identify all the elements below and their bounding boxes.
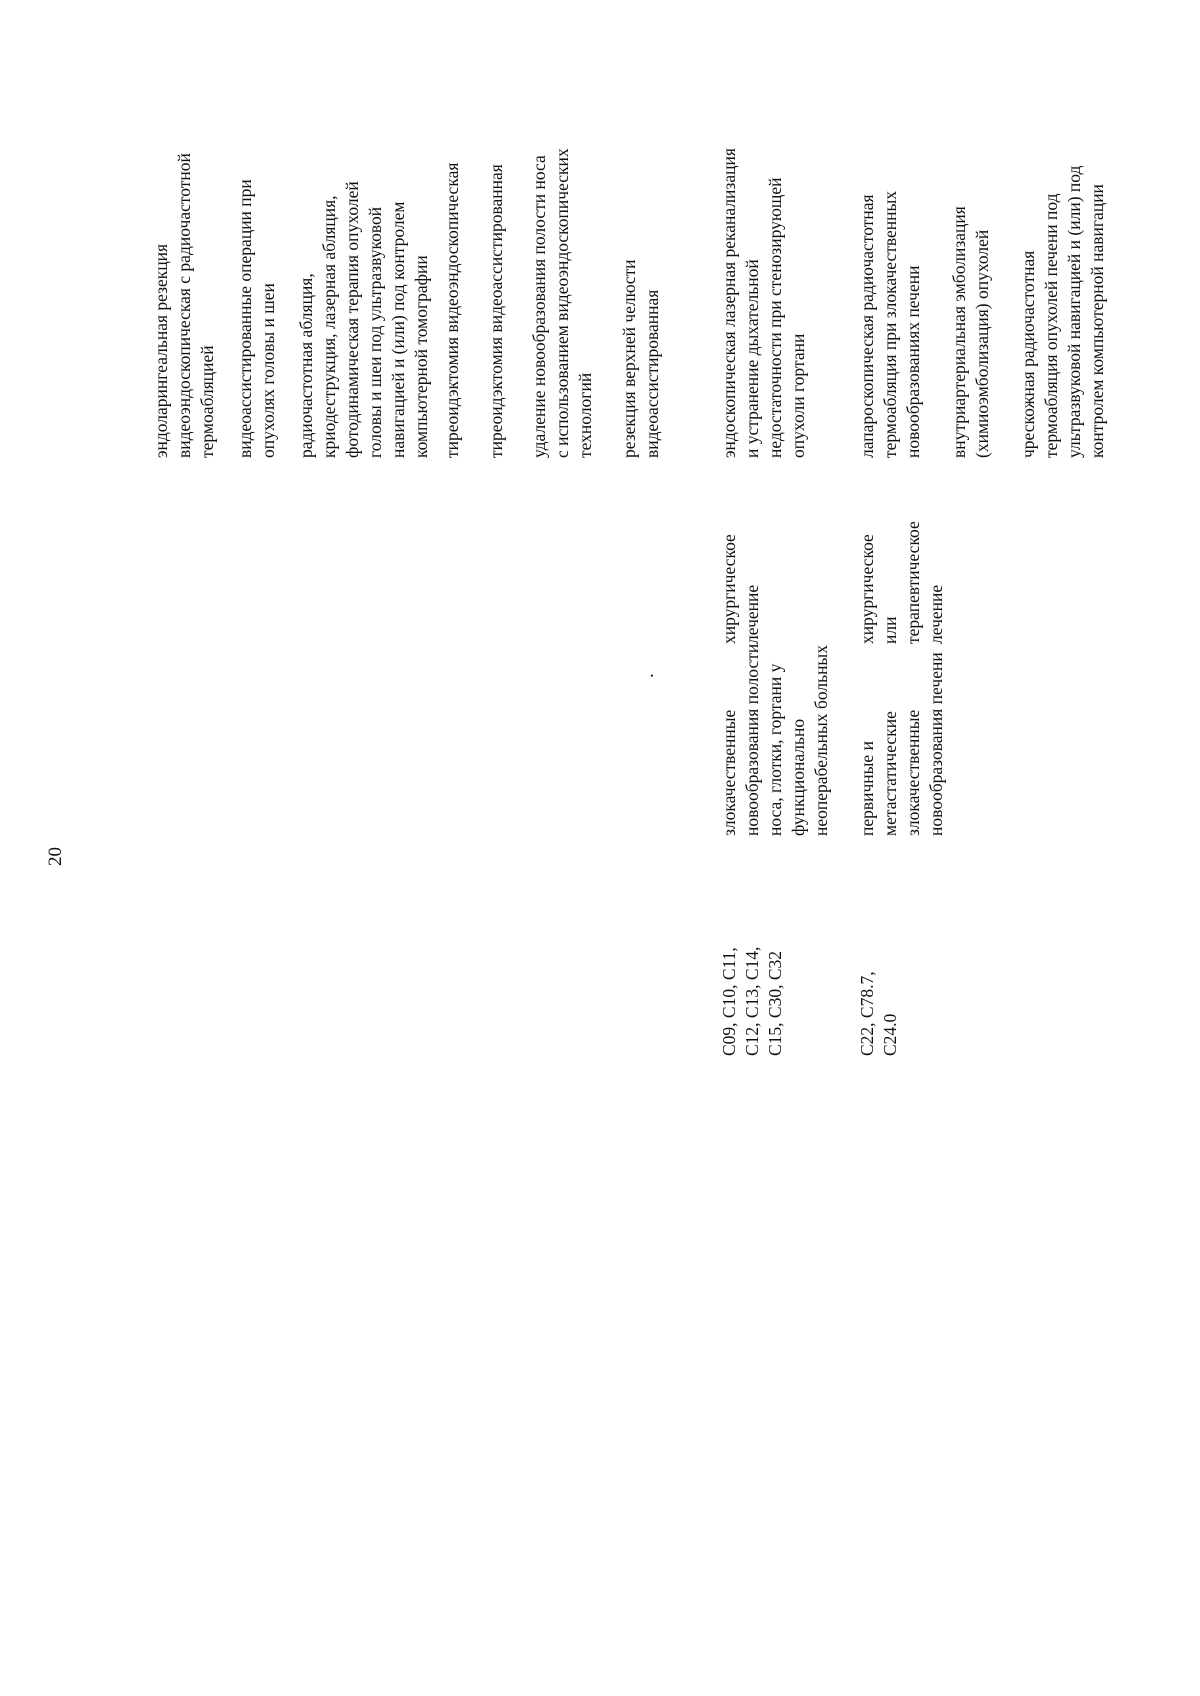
method-item: удаление новообразования полости носа с использованием видеоэндоскопических технологий — [529, 148, 595, 458]
method-item: лапароскопическая радиочастотная термоабляция при злокачественных новообразованиях печени — [857, 190, 923, 458]
method-item: чрескожная радиочастотная термоабляция опухолей печени под ультразвуковой навигацией и (или) под контролем компьютерной навигации — [1018, 165, 1107, 458]
treatment-type: хирургическое лечение — [719, 534, 762, 644]
diagnosis: злокачественные новообразования полости носа, глотки, гортани у функционально неоперабельных больных — [719, 643, 831, 836]
method-item: радиочастотная абляция, криодеструкция, лазерная абляция, фотодинамическая терапия опухолей головы и шеи под ультразвуковой навигацией и (или) под контролем компьютерной томографии — [296, 181, 431, 458]
icd-codes: C22, C78.7, C24.0 — [857, 971, 900, 1056]
method-item: резекция верхней челюсти видеоассистированная — [619, 259, 662, 458]
method-item: эндоларингеальная резекция видеоэндоскопическая с радиочастотной термоабляцией — [151, 153, 217, 458]
method-item: тиреоидэктомия видеоэндоскопическая — [442, 162, 462, 458]
method-item: видеоассистированные операции при опухолях головы и шеи — [235, 179, 278, 458]
icd-codes: C09, C10, C11, C12, C13, C14, C15, C30, C32 — [719, 946, 785, 1056]
method-item: тиреоидэктомия видеоассистированная — [486, 164, 506, 458]
page-number: 20 — [45, 847, 66, 866]
method-item: эндоскопическая лазерная реканализация и устранение дыхательной недостаточности при стенозирующей опухоли гортани — [719, 148, 808, 458]
diagnosis: первичные и метастатические злокачественные новообразования печени — [857, 652, 946, 836]
method-item: внутриартериальная эмболизация (химиоэмболизация) опухолей — [949, 206, 992, 458]
treatment-type: хирургическое или терапевтическое лечение — [857, 521, 946, 644]
stray-mark: . — [637, 673, 658, 678]
